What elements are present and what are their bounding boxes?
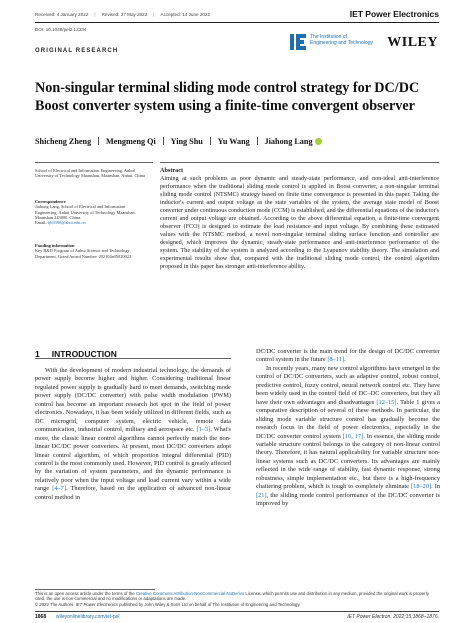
citation-link[interactable]: [18–20] xyxy=(411,483,432,491)
correspondence-email xyxy=(35,220,147,225)
license-link[interactable]: Creative Commons Attribution-NonCommercial-NoDerivs xyxy=(135,591,245,596)
affiliation-divider xyxy=(35,162,153,163)
abstract-text: Aiming at such problems as poor dynamic and steady-state performance, and non-ideal anti-interference performance when the traditional sliding mode control is applied in Boost converter, a non-singular terminal sliding mode control (NTSMC) strategy based on finite time convergence is presented in this paper. Taking the inductor's current and output voltage as the state variables of the system, the average state model of Boost converter under continuous conduction mode (CCM) is established, and the differential equations of the inductor's current and output voltage are obtained. According to the above differential equation, a finite-time convergent observer (FCO) is designed to estimate the load resistance and input voltage. By combining these estimated values with the NTSMC method, a novel non-singular terminal sliding surface function and controller are designed, which improves the dynamic, steady-state performance and anti-interference performance of the system. The stability of the system is analyzed according to the Lyapunov stability theory. The simulation and experimental results show that, compared with the traditional sliding mode control, the control algorithm proposed in this paper has stronger anti-interference ability. xyxy=(160,175,439,271)
orcid-icon[interactable] xyxy=(315,138,322,145)
author-separator xyxy=(163,137,164,145)
funding-heading: Funding information xyxy=(35,243,75,248)
author-separator xyxy=(257,137,258,145)
section-divider xyxy=(35,358,231,359)
section-title: INTRODUCTION xyxy=(51,349,117,359)
accepted-date: Accepted: 14 June 2022 xyxy=(160,12,211,17)
citation-link[interactable]: [1–3] xyxy=(196,426,211,434)
text: This is an open access article under the terms of the xyxy=(35,591,136,596)
license-text xyxy=(35,591,439,602)
text: . In xyxy=(431,483,440,491)
revised-date: Revised: 27 May 2022 xyxy=(101,12,148,17)
paragraph xyxy=(256,365,440,509)
license-footnote xyxy=(35,591,439,607)
text: DC/DC converter is the main trend for the design of DC/DC converter control system in the future xyxy=(256,348,440,364)
copyright-text xyxy=(35,602,439,607)
citation-link[interactable]: [16, 17] xyxy=(342,432,364,440)
footer-divider xyxy=(35,611,439,612)
author-name[interactable]: Mengmeng Qi xyxy=(106,137,156,146)
text: . What's more, the classic linear control algorithms cannot perfectly match the non-linear DC/DC power converters. At present, most DC/DC converters adopt linear control algorithm, of which proportion integral differential (PID) control is the most commonly used. However, PID control is greatly affected by the variation of system parameters, and the dynamic performance is relatively poor when the input voltage and load current vary within a wide range xyxy=(35,426,231,493)
text: License, which permits use and distribution in any medium, provided the original work is properly cited, the use is non-commercial and no modifications or adaptations are made. xyxy=(35,591,429,602)
section-label: ORIGINAL RESEARCH xyxy=(35,48,119,54)
journal-name[interactable]: IET Power Electronics xyxy=(349,9,439,19)
author-separator xyxy=(98,137,99,145)
iet-logo-text xyxy=(310,34,373,46)
text: In recently years, many new control algorithms have emerged in the control of DC/DC converters, such as adaptive control, robust control, predictive control, fuzzy control, neural network control etc. They have been widely used in the control field of DC–DC converters, but they all have their own advantages and disadvantages xyxy=(256,364,440,406)
citation-link[interactable]: [8–11] xyxy=(327,356,345,364)
page-number: 1868 xyxy=(35,614,47,620)
author-name[interactable]: Shicheng Zheng xyxy=(35,137,92,146)
citation-link[interactable]: [12–15] xyxy=(376,398,397,406)
iet-line-1: The Institution of xyxy=(310,34,347,40)
iet-line-2: Engineering and Technology xyxy=(310,40,374,46)
article-title: Non-singular terminal sliding mode control strategy for DC/DC Boost converter system using a finite-time convergent observer xyxy=(35,80,420,114)
email-link[interactable]: ljh9390@ahut.edu.cn xyxy=(47,220,86,226)
wiley-logo[interactable]: WILEY xyxy=(387,35,438,50)
text: . Therefore, based on the application of advanced non-linear control method in xyxy=(35,485,231,501)
citation-link[interactable]: [4–7] xyxy=(52,485,66,493)
text: © 2022 The Authors. xyxy=(35,601,76,607)
body-column-right xyxy=(256,348,440,509)
correspondence-text: Jiahong Lang, School of Electrical and Information Engineering, Anhui University of Technology Maanshan, Maanshan 243000, China. xyxy=(35,204,136,220)
abstract xyxy=(160,162,439,271)
website-link[interactable]: wileyonlinelibrary.com/iet-pel xyxy=(56,614,120,620)
correspondence-heading: Correspondence xyxy=(35,199,66,204)
citation-link[interactable]: [21] xyxy=(256,491,267,499)
section-number: 1 xyxy=(35,349,40,359)
affiliation: School of Electrical and Information Engineering, Anhui University of Technology Maanshan, Maanshan, Anhui, China xyxy=(35,168,145,179)
text: , the sliding mode control performance of the DC/DC converter is improved by xyxy=(256,491,440,508)
text: published by John Wiley & Sons Ltd on behalf of The Institution of Engineering and Technology. xyxy=(117,601,301,607)
author-name[interactable]: Yu Wang xyxy=(217,137,250,146)
author-separator xyxy=(210,137,211,145)
text: . In essence, the sliding mode variable structure control belongs to the category of non-linear control theory. Therefore, it has natural applicability for variable structure non-linear systems such as DC/DC converters. Its advantages are mainly reflected in the wide range of stability, fast dynamic response, strong robustness, simple implementation etc., but there is a high-frequency chattering problem, which is tough to completely eliminate xyxy=(256,432,440,491)
doi[interactable]: DOI: 10.1049/pel2.12334 xyxy=(35,27,87,32)
body-column-left xyxy=(35,367,231,502)
footnote-divider xyxy=(35,589,155,590)
journal-ref: IET Power Electronics xyxy=(75,601,118,607)
funding xyxy=(35,243,147,259)
journal-citation: IET Power Electron. 2022;15:1868–1876. xyxy=(347,614,439,620)
text: . Table 1 gives a comparative description of several of these methods. In particular, the sliding mode variable structure control has gradually become the research focus in the field of power electronics, especially in the DC/DC converter control system xyxy=(256,398,440,440)
header-divider xyxy=(35,22,439,23)
correspondence xyxy=(35,199,147,225)
received-date: Received: 4 January 2022 xyxy=(35,12,89,17)
funding-text: Key R&D Program of Anhui Science and Technology Department, Grant/Award Number: 202104a05020022 xyxy=(35,248,132,259)
author-list xyxy=(35,137,322,146)
abstract-heading: Abstract xyxy=(160,166,184,174)
email-label: Email: xyxy=(35,220,48,226)
paragraph xyxy=(35,367,231,502)
article-dates: Received: 4 January 2022 | Revised: 27 May 2022 | Accepted: 14 June 2022 xyxy=(35,12,211,17)
paragraph: DC/DC converter is the main trend for the design of DC/DC converter control system in the future [8–11]. xyxy=(256,348,440,364)
abstract-divider xyxy=(160,162,439,163)
text: With the development of modern industrial technology, the demands of power supply become higher and higher. Considering traditional linear regulated power supply is gradually hard to meet demands, switching mode power supply (DC/DC converter) with pulse width modulation (PWM) control has become an important research hot spot in the field of power electronics. Nowadays, it has been widely utilized in different fields, such as DC microgrid, computer system, electric vehicle, remote data communication, industrial control, military and aerospace etc. xyxy=(35,367,231,434)
author-name[interactable]: Ying Shu xyxy=(170,137,203,146)
author-name[interactable]: Jiahong Lang xyxy=(264,137,313,146)
